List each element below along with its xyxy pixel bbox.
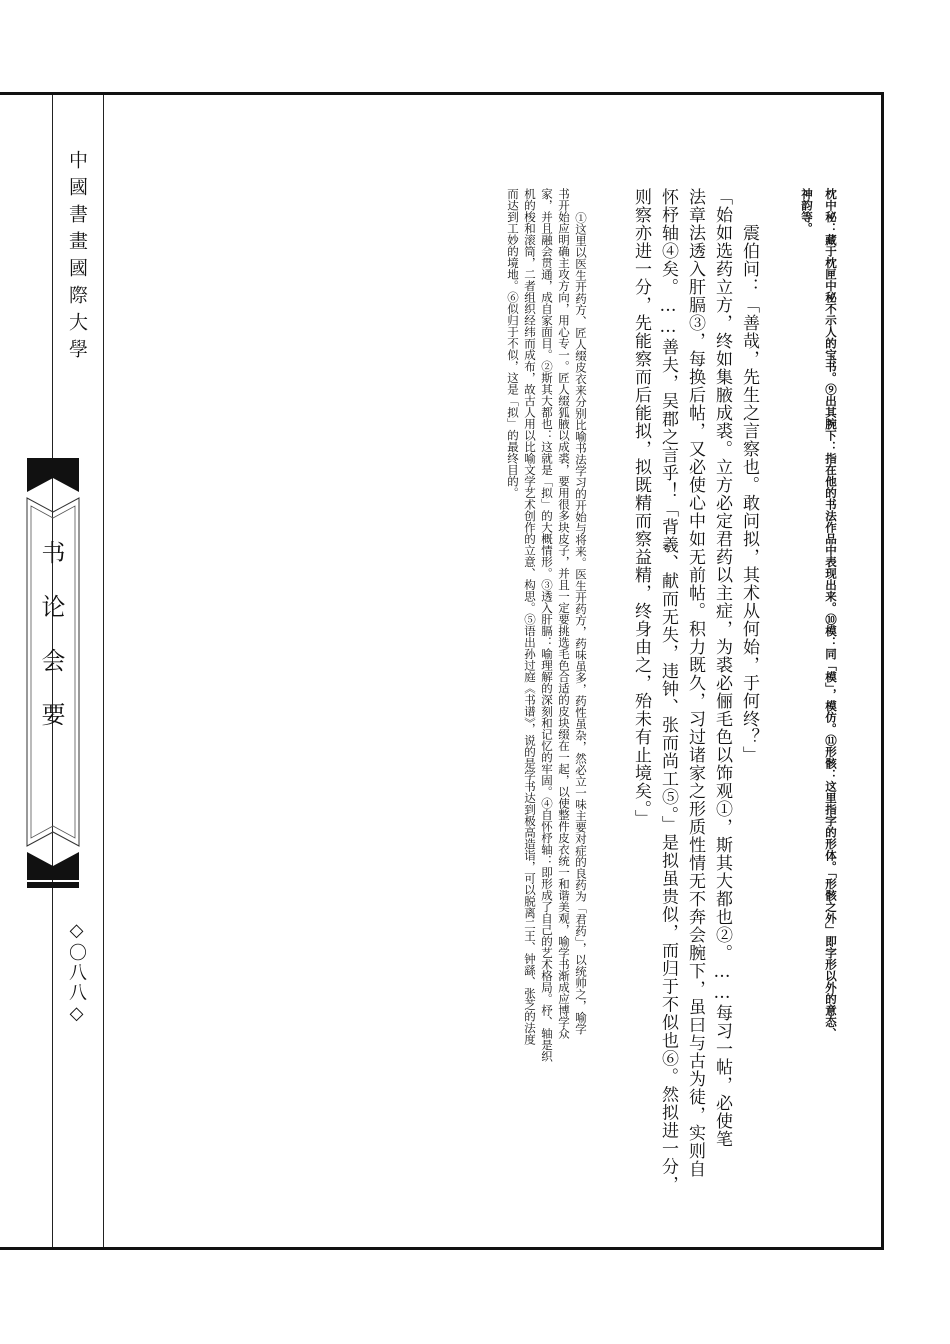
gloss-line: 神韵等。 — [800, 188, 814, 234]
body-line: 「始如选药立方，终如集腋成裘。立方必定君药以主症，为裘必俪毛色以饰观①，斯其大都也②。……每习一帖，必使笔 — [712, 188, 732, 1148]
footnote-line: 而达到工妙的境地。⑥似归于不似，这是「拟」的最终目的。 — [506, 188, 520, 499]
spine-title: 中國書畫國際大學 — [66, 150, 88, 366]
body-line: 震伯问：「善哉，先生之言察也。敢问拟，其术从何始，于何终？」 — [739, 224, 759, 764]
body-line: 法章法透入肝膈③，每换后帖，又必使心中如无前帖。积力既久，习过诸家之形质性情无不奔会腕下，虽曰与古为徒，实则自 — [685, 188, 705, 1178]
tag-bottom-bar — [27, 882, 79, 888]
body-line: 怀杼轴④矣。……善夫，吴郡之言乎！「背羲、献而无失，违钟、张而尚工⑤。」是拟虽贵似，而归于不似也⑥。然拟进一分， — [658, 188, 678, 1194]
spine-rule-right — [103, 95, 104, 1247]
footnote-line: 书开始应明确主攻方向，用心专一。匠人缀狐腋以成裘，要用很多块皮子，并且一定要挑选毛色合适的皮块缀在一起，以使整件皮衣统一和谐美观，喻学书渐成应博学众 — [557, 188, 571, 1039]
footnote-line: 家，并且融会贯通，成自家面目。②斯其大都也：这就是「拟」的大概情形。③透入肝膈：喻理解的深刻和记忆的牢固。④自怀杼轴：即形成了自己的艺术格局。杼、轴是织 — [540, 188, 554, 1062]
footnote-line: ①这里以医生开药方、匠人缀皮衣来分别比喻书法学习的开始与将来。医生开药方，药味虽多，药性虽杂，然必立一味主要对症的良药为「君药」，以统帅之，喻学 — [574, 212, 588, 1035]
section-title: 书论会要 — [37, 540, 65, 756]
main-text — [504, 188, 838, 1228]
page-number: ◇〇八八◇ — [66, 920, 87, 1026]
footnote-line: 机的梭和滚筒，二者组织经纬而成布，故古人用以比喻文学艺术创作的立意、构思。⑤语出孙过庭《书谱》，说的是学书达到极高造诣，可以脱离二王、钟繇、张芝的法度 — [523, 188, 537, 1045]
body-line: 则察亦进一分，先能察而后能拟，拟既精而察益精，终身由之，殆未有止境矣。」 — [631, 188, 651, 828]
gloss-line: 枕中秘：藏于枕匣中秘不示人的宝书。⑨出其腕下：指在他的书法作品中表现出来。⑩模：同「模」，模仿。⑪形骸：这里指字的形体。「形骸之外」即字形以外的意态、 — [824, 188, 838, 1039]
